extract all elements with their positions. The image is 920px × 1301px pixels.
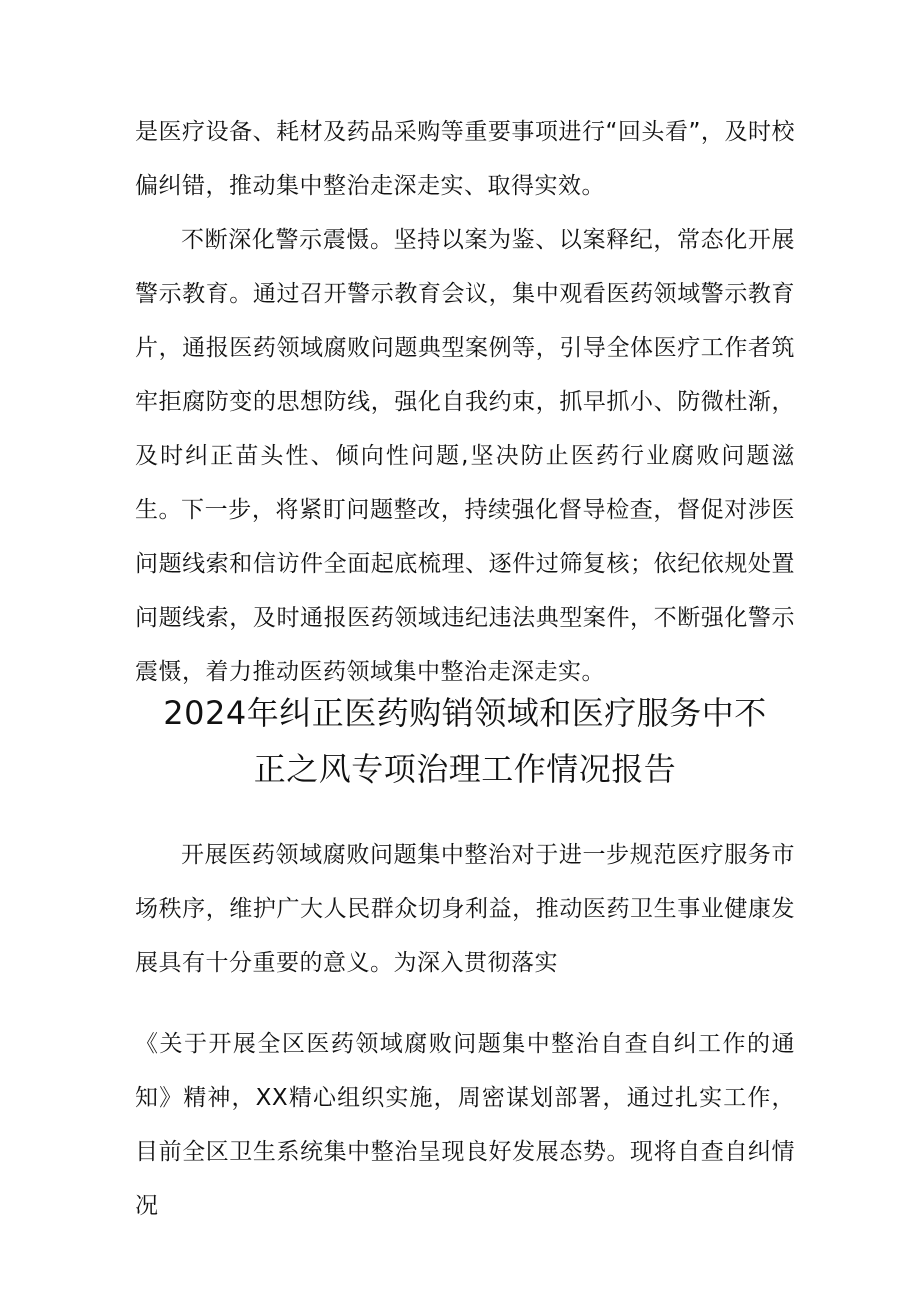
report-title-line-1: 2024年纠正医药购销领域和医疗服务中不 [163, 694, 767, 732]
paragraph-next-steps: 下一步，将紧盯问题整改，持续强化督导检查，督促对涉医问题线索和信访件全面起底梳理、逐件过筛复核；依纪依规处置问题线索，及时通报医药领域违纪违法典型案件，不断强化警示震慑，着力推动医药领域集中整治走深走实。 [135, 497, 795, 685]
paragraph-report-intro: 开展医药领域腐败问题集中整治对于进一步规范医疗服务市场秩序，维护广大人民群众切身利益，推动医药卫生事业健康发展具有十分重要的意义。为深入贯彻落实 [135, 842, 795, 976]
report-title-line-2: 正之风专项治理工作情况报告 [253, 750, 677, 788]
paragraph-warning-deterrence: 不断深化警示震慑。坚持以案为鉴、以案释纪，常态化开展警示教育。通过召开警示教育会议，集中观看医药领域警示教育片，通报医药领域腐败问题典型案例等，引导全体医疗工作者筑牢拒腐防变的思想防线，强化自我约束，抓早抓小、防微杜渐，及时纠正苗头性、倾向性问题,坚决防止医药行业腐败问题滋生。 [135, 227, 795, 523]
paragraph-continuation: 是医疗设备、耗材及药品采购等重要事项进行“回头看”，及时校偏纠错，推动集中整治走深走实、取得实效。 [135, 119, 795, 199]
paragraph-report-notice: 《关于开展全区医药领域腐败问题集中整治自查自纠工作的通知》精神，XX精心组织实施，周密谋划部署，通过扎实工作，目前全区卫生系统集中整治呈现良好发展态势。现将自查自纠情况 [135, 1031, 795, 1219]
report-title [135, 685, 795, 797]
